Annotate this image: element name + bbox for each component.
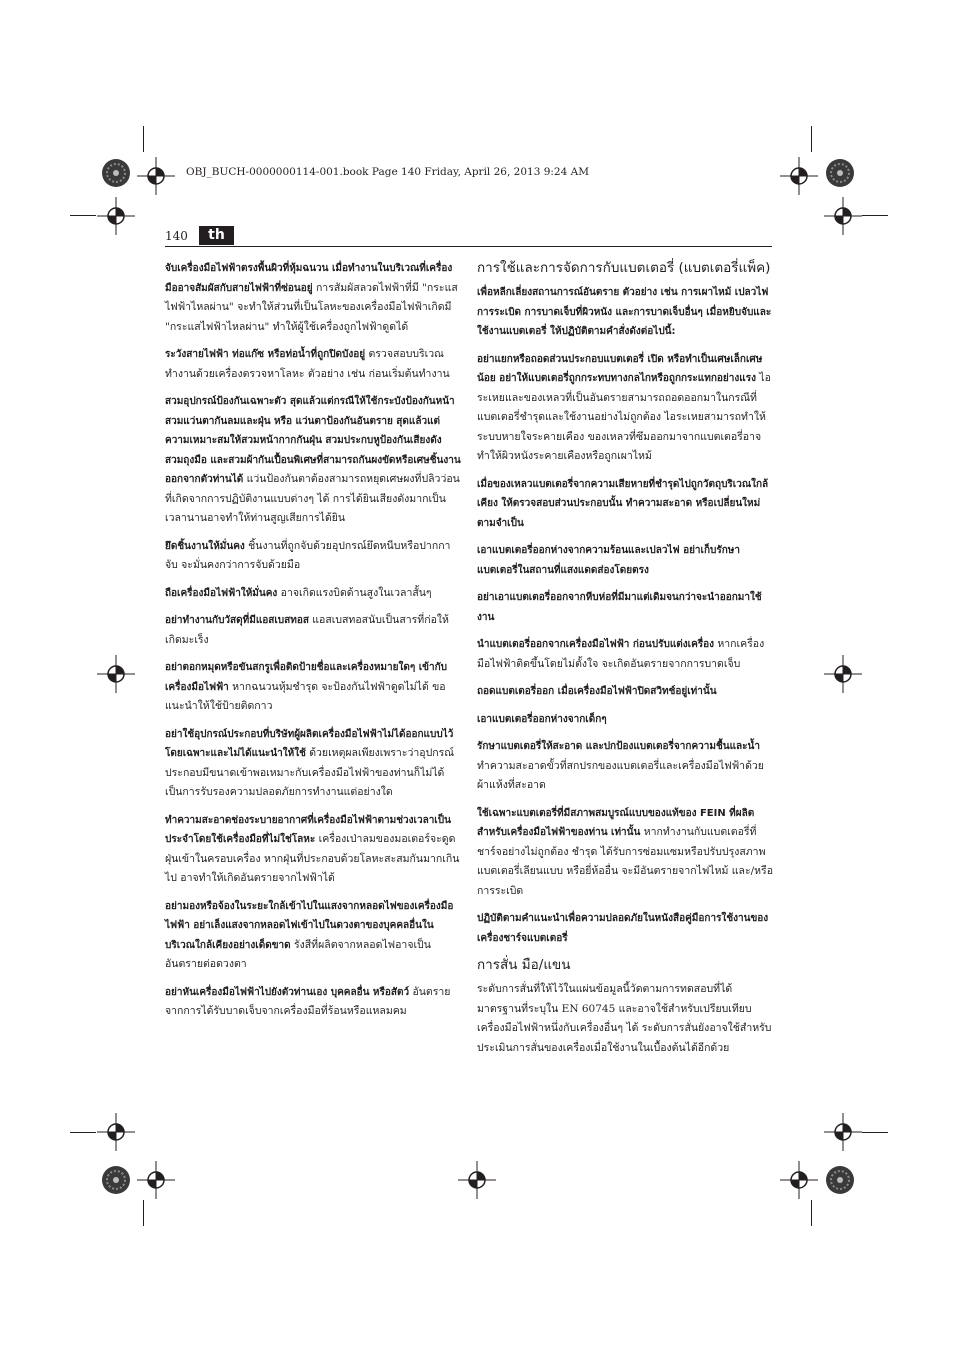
registration-target-icon [137, 1161, 175, 1199]
battery-paragraph: ปฏิบัติตามคำแนะนำเพื่อความปลอดภัยในหนังสือคู่มือการใช้งานของเครื่องชาร์จแบตเตอรี่ [477, 913, 769, 944]
crop-mark [70, 215, 96, 216]
page-number: 140 [165, 229, 188, 243]
registration-target-icon [780, 1161, 818, 1199]
safety-paragraph: ทำความสะอาดช่องระบายอากาศที่เครื่องมือไฟฟ้าตามช่วงเวลาเป็นประจำโดยใช้เครื่องมือที่ไม่ใช่โลหะ เครื่องเป่าลมของมอเตอร์จะดูดฝุ่นเข้าในครอบเครื่อง หากฝุ่นที่ประกอบด้วยโลหะสะสมกันมากเกินไป อาจทำให้เกิดอันตรายจากไฟฟ้าได้ [165, 814, 460, 884]
safety-paragraph: ถือเครื่องมือไฟฟ้าให้มั่นคง อาจเกิดแรงบิดด้านสูงในเวลาสั้นๆ [165, 586, 432, 599]
crop-mark [811, 1200, 812, 1226]
safety-paragraph: อย่าใช้อุปกรณ์ประกอบที่บริษัทผู้ผลิตเครื่องมือไฟฟ้าไม่ได้ออกแบบไว้โดยเฉพาะและไม่ได้แนะนำให้ใช้ ด้วยเหตุผลเพียงเพราะว่าอุปกรณ์ประกอบมีขนาดเข้าพอเหมาะกับเครื่องมือไฟฟ้าของท่านก็ไม่ได้เป็นการรับรองความปลอดภัยการทำงานแต่อย่างใด [165, 728, 454, 798]
registration-target-icon [97, 1113, 135, 1151]
battery-paragraph: นำแบตเตอรี่ออกจากเครื่องมือไฟฟ้า ก่อนปรับแต่งเครื่อง หากเครื่องมือไฟฟ้าติดขึ้นโดยไม่ตั้งใจ จะเกิดอันตรายจากการบาดเจ็บ [477, 638, 765, 670]
battery-paragraph: เพื่อหลีกเลี่ยงสถานการณ์อันตราย ตัวอย่าง เช่น การเผาไหม้ เปลวไฟ การระเบิด การบาดเจ็บที่ผิวหนัง และการบาดเจ็บอื่นๆ เมื่อหยิบจับและใช้งานแบตเตอรี่ ให้ปฏิบัติตามคำสั่งดังต่อไปนี้: [477, 287, 772, 337]
color-wheel-icon [101, 158, 131, 188]
crop-mark [811, 126, 812, 152]
battery-paragraph: ถอดแบตเตอรี่ออก เมื่อเครื่องมือไฟฟ้าปิดสวิทช์อยู่เท่านั้น [477, 686, 717, 697]
crop-mark [862, 215, 888, 216]
safety-paragraph: สวมอุปกรณ์ป้องกันเฉพาะตัว สุดแล้วแต่กรณีให้ใช้กระบังป้องกันหน้า สวมแว่นตากันลมและฝุ่น หรือ แว่นตาป้องกันอันตราย สุดแล้วแต่ความเหมาะสมให้สวมหน้ากากกันฝุ่น สวมประกบหูป้องกันเสียงดัง สวมถุงมือ และสวมผ้ากันเปื้อนพิเศษที่สามารถกันผงขัดหรือเศษชิ้นงานออกจากตัวท่านได้ แว่นป้องกันตาต้องสามารถหยุดเศษผงที่ปลิวว่อนที่เกิดจากการปฏิบัติงานแบบต่างๆ ได้ การได้ยินเสียงดังมากเป็นเวลานานอาจทำให้ท่านสูญเสียการได้ยิน [165, 396, 461, 524]
crop-mark [143, 1200, 144, 1226]
language-tag: th [199, 226, 234, 245]
registration-target-icon [780, 157, 818, 195]
crop-mark [862, 1132, 888, 1133]
right-column [477, 259, 773, 1066]
vibration-paragraph: ระดับการสั่นที่ให้ไว้ในแผ่นข้อมูลนี้วัดตามการทดสอบที่ได้มาตรฐานที่ระบุใน EN 60745 และอาจใช้สำหรับเปรียบเทียบเครื่องมือไฟฟ้าหนึ่งกับเครื่องอื่นๆ ได้ ระดับการสั่นยังอาจใช้สำหรับประเมินการสั่นของเครื่องเมื่อใช้งานในเบื้องต้นได้อีกด้วย [477, 983, 772, 1054]
color-wheel-icon [825, 158, 855, 188]
registration-target-icon [824, 655, 862, 693]
battery-paragraph: รักษาแบตเตอรี่ให้สะอาด และปกป้องแบตเตอรี่จากความชื้นและน้ำ ทำความสะอาดขั้วที่สกปรกของแบตเตอรี่และเครื่องมือไฟฟ้าด้วยผ้าแห้งที่สะอาด [477, 741, 764, 791]
battery-section-title: การใช้และการจัดการกับแบตเตอรี่ (แบตเตอรี่แพ็ค) [477, 260, 771, 276]
registration-target-icon [97, 655, 135, 693]
left-column [165, 259, 461, 1030]
safety-paragraph: อย่าทำงานกับวัสดุที่มีแอสเบสทอส แอสเบสทอสนับเป็นสารที่ก่อให้เกิดมะเร็ง [165, 614, 449, 646]
battery-paragraph: เอาแบตเตอรี่ออกห่างจากความร้อนและเปลวไฟ อย่าเก็บรักษาแบตเตอรี่ในสถานที่แสงแดดส่องโดยตรง [477, 545, 741, 576]
registration-target-icon [137, 157, 175, 195]
color-wheel-icon [101, 1165, 131, 1195]
battery-paragraph: อย่าเอาแบตเตอรี่ออกจากหีบห่อที่มีมาแต่เดิมจนกว่าจะนำออกมาใช้งาน [477, 592, 762, 623]
crop-mark [143, 126, 144, 152]
battery-paragraph: ใช้เฉพาะแบตเตอรี่ที่มีสภาพสมบูรณ์แบบของแท้ของ FEIN ที่ผลิตสำหรับเครื่องมือไฟฟ้าของท่าน เท่านั้น หากทำงานกับแบตเตอรี่ที่ชาร์จอย่างไม่ถูกต้อง ชำรุด ได้รับการซ่อมแซมหรือปรับปรุงสภาพ แบตเตอรี่เลียนแบบ หรือยี่ห้ออื่น จะมีอันตรายจากไฟไหม้ และ/หรือ การระเบิด [477, 807, 773, 897]
file-info-header: OBJ_BUCH-0000000114-001.book Page 140 Friday, April 26, 2013 9:24 AM [186, 166, 589, 178]
battery-paragraph: เอาแบตเตอรี่ออกห่างจากเด็กๆ [477, 713, 607, 725]
color-wheel-icon [825, 1165, 855, 1195]
safety-paragraph: อย่าตอกหมุดหรือขันสกรูเพื่อติดป้ายชื่อและเครื่องหมายใดๆ เข้ากับเครื่องมือไฟฟ้า หากฉนวนหุ้มชำรุด จะป้องกันไฟฟ้าดูดไม่ได้ ขอแนะนำให้ใช้ป้ายติดกาว [165, 662, 447, 712]
registration-target-icon [97, 197, 135, 235]
crop-mark [70, 1132, 96, 1133]
header-rule [165, 246, 772, 247]
battery-paragraph: อย่าแยกหรือถอดส่วนประกอบแบตเตอรี่ เปิด หรือทำเป็นเศษเล็กเศษน้อย อย่าให้แบตเตอรี่ถูกกระทบทางกลไกหรือถูกกระแทกอย่างแรง ไอระเหยและของเหลวที่เป็นอันตรายสามารถถอดออกมาในกรณีที่แบตเตอรี่ชำรุดและใช้งานอย่างไม่ถูกต้อง ไอระเหยสามารถทำให้ระบบหายใจระคายเคือง ของเหลวที่ซึมออกมาจากแบตเตอรี่อาจทำให้ผิวหนังระคายเคืองหรือถูกเผาไหม้ [477, 353, 771, 462]
safety-paragraph: จับเครื่องมือไฟฟ้าตรงพื้นผิวที่หุ้มฉนวน เมื่อทำงานในบริเวณที่เครื่องมืออาจสัมผัสกับสายไฟฟ้าที่ซ่อนอยู่ การสัมผัสลวดไฟฟ้าที่มี "กระแสไฟฟ้าไหลผ่าน" จะทำให้ส่วนที่เป็นโลหะของเครื่องมือไฟฟ้าเกิดมี "กระแสไฟฟ้าไหลผ่าน" ทำให้ผู้ใช้เครื่องถูกไฟฟ้าดูดได้ [165, 263, 458, 333]
registration-target-icon [458, 1161, 496, 1199]
registration-target-icon [824, 1113, 862, 1151]
registration-target-icon [824, 197, 862, 235]
safety-paragraph: อย่ามองหรือจ้องในระยะใกล้เข้าไปในแสงจากหลอดไฟของเครื่องมือไฟฟ้า อย่าเล็งแสงจากหลอดไฟเข้าไปในดวงตาของบุคคลอื่นในบริเวณใกล้เคียงอย่างเด็ดขาด รังสีที่ผลิตจากหลอดไฟอาจเป็นอันตรายต่อดวงตา [165, 900, 454, 970]
safety-paragraph: ระวังสายไฟฟ้า ท่อแก๊ซ หรือท่อน้ำที่ถูกปิดบังอยู่ ตรวจสอบบริเวณทำงานด้วยเครื่องตรวจหาโลหะ ตัวอย่าง เช่น ก่อนเริ่มต้นทำงาน [165, 348, 450, 380]
safety-paragraph: อย่าหันเครื่องมือไฟฟ้าไปยังตัวท่านเอง บุคคลอื่น หรือสัตว์ อันตรายจากการได้รับบาดเจ็บจากเครื่องมือที่ร้อนหรือแหลมคม [165, 985, 451, 1017]
safety-paragraph: ยึดชิ้นงานให้มั่นคง ชิ้นงานที่ถูกจับด้วยอุปกรณ์ยึดหนีบหรือปากกาจับ จะมั่นคงกว่าการจับด้วยมือ [165, 539, 451, 571]
battery-paragraph: เมื่อของเหลวแบตเตอรี่จากความเสียหายที่ชำรุดไปถูกวัตถุบริเวณใกล้เคียง ให้ตรวจสอบส่วนประกอบนั้น ทำความสะอาด หรือเปลี่ยนใหม่ ตามจำเป็น [477, 478, 769, 529]
vibration-section-title: การสั่น มือ/แขน [477, 957, 571, 973]
